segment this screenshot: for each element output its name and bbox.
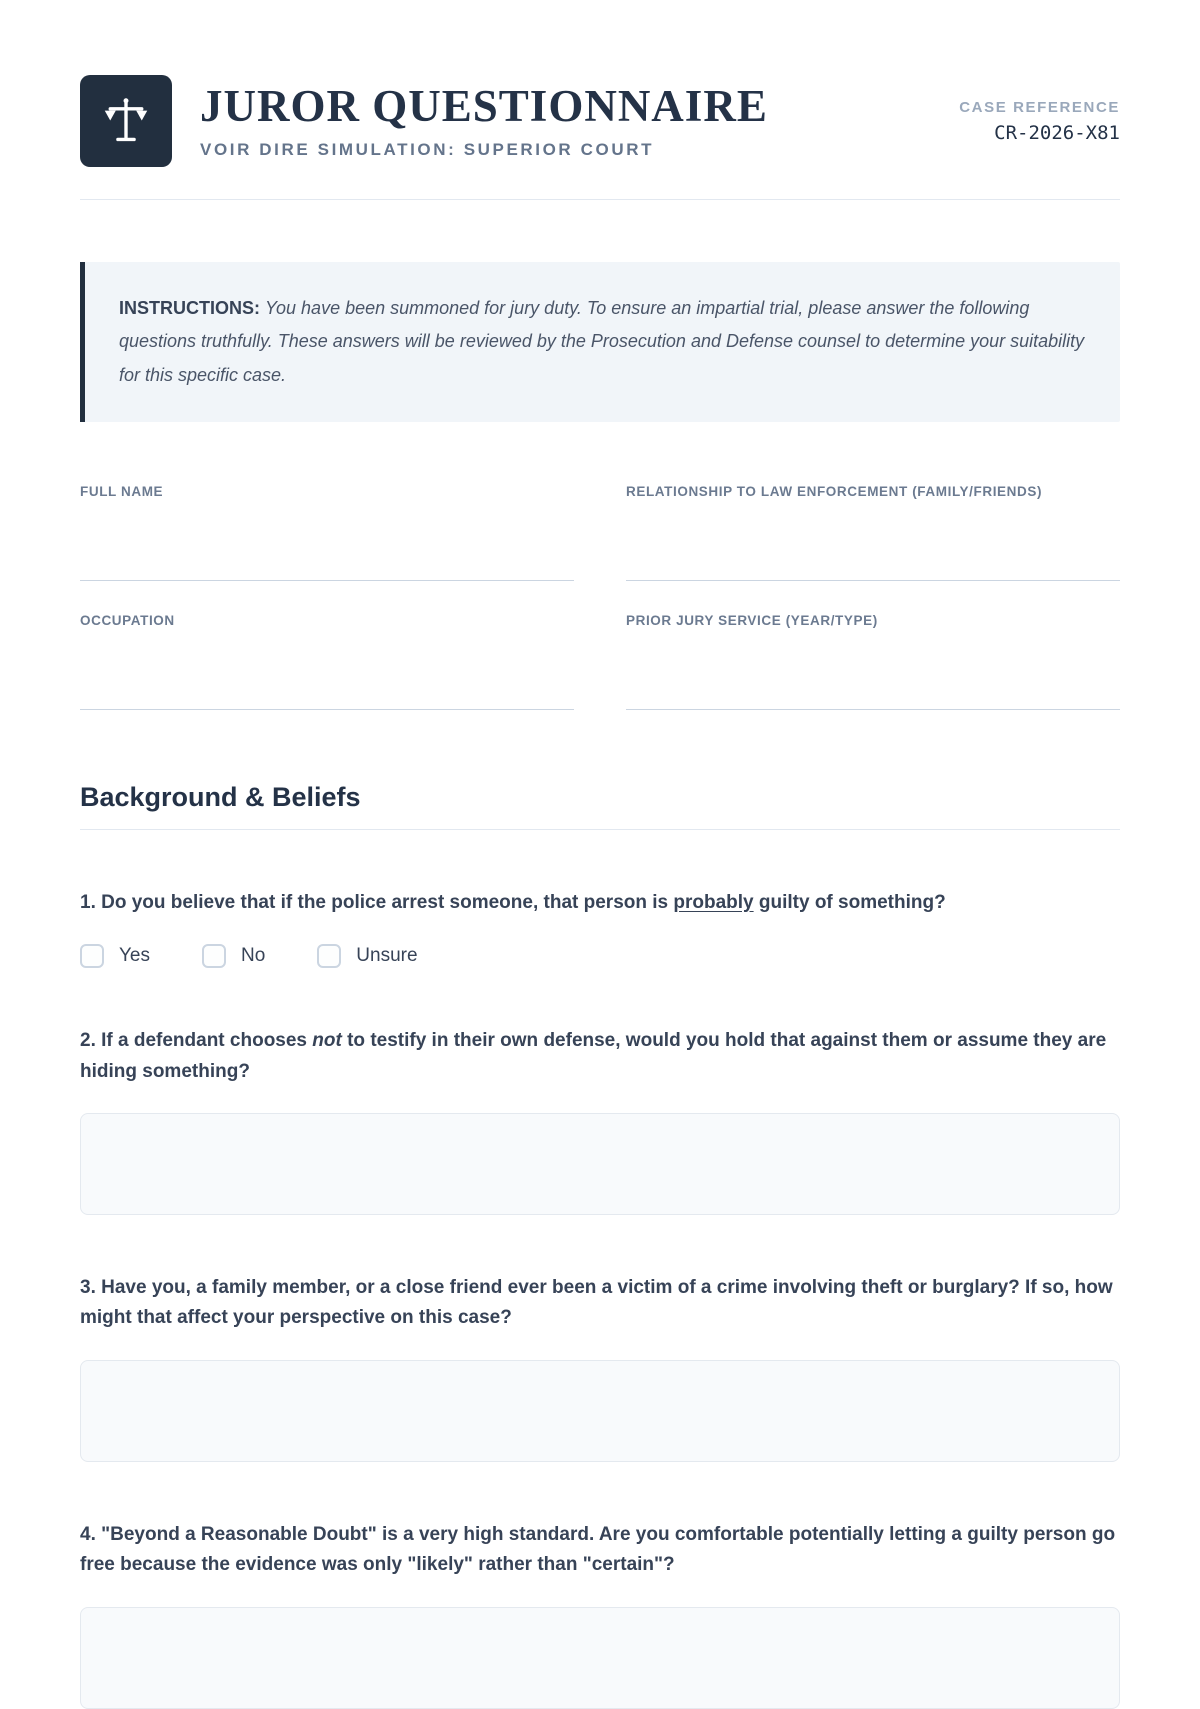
question-1	[80, 888, 1120, 968]
question-2-text-suffix: to testify in their own defense, would you hold that against them or assume they are hiding something?	[80, 1030, 1107, 1082]
question-4-answer-box[interactable]	[80, 1607, 1120, 1709]
occupation-input[interactable]	[80, 680, 574, 710]
option-no[interactable]	[202, 944, 265, 968]
question-2	[80, 1026, 1120, 1215]
scales-of-justice-logo	[80, 75, 172, 167]
option-yes-label: Yes	[119, 945, 150, 967]
question-3-answer-box[interactable]	[80, 1360, 1120, 1462]
instructions-box	[80, 262, 1120, 422]
question-2-text	[80, 1026, 1120, 1087]
question-1-text-prefix: 1. Do you believe that if the police arrest someone, that person is	[80, 891, 674, 913]
occupation-label: OCCUPATION	[80, 612, 175, 628]
checkbox-unsure[interactable]	[317, 944, 341, 968]
full-name-input[interactable]	[80, 551, 574, 581]
case-reference-value: CR-2026-X81	[994, 121, 1120, 144]
page-subtitle: VOIR DIRE SIMULATION: SUPERIOR COURT	[200, 139, 655, 159]
case-reference	[959, 99, 1120, 144]
relationship-law-enforcement-input[interactable]	[626, 551, 1120, 581]
question-1-options	[80, 944, 1120, 968]
question-4-text: 4. "Beyond a Reasonable Doubt" is a very high standard. Are you comfortable potentially letting a guilty person go free because the evidence was only "likely" rather than "certain"?	[80, 1523, 1116, 1576]
full-name-label: FULL NAME	[80, 483, 164, 499]
question-1-text-underlined: probably	[673, 891, 754, 913]
case-reference-label: CASE REFERENCE	[959, 98, 1120, 116]
question-1-text	[80, 888, 1120, 918]
relationship-law-enforcement-label: RELATIONSHIP TO LAW ENFORCEMENT (FAMILY/FRIENDS)	[626, 483, 1043, 499]
option-unsure[interactable]	[317, 944, 417, 968]
instructions-label: INSTRUCTIONS:	[119, 298, 260, 318]
field-relationship-law-enforcement	[626, 484, 1120, 581]
title-block	[200, 82, 768, 160]
question-1-text-suffix: guilty of something?	[753, 891, 946, 913]
question-4	[80, 1520, 1120, 1709]
option-no-label: No	[241, 945, 266, 967]
checkbox-yes[interactable]	[80, 944, 104, 968]
prior-jury-service-label: PRIOR JURY SERVICE (YEAR/TYPE)	[626, 612, 878, 628]
instructions-text: You have been summoned for jury duty. To ensure an impartial trial, please answer the following questions truthfully. These answers will be reviewed by the Prosecution and Defense counsel to determine your suitability for this specific case.	[119, 298, 1085, 385]
question-2-answer-box[interactable]	[80, 1113, 1120, 1215]
question-2-text-italic: not	[312, 1030, 342, 1052]
question-3	[80, 1273, 1120, 1462]
field-full-name	[80, 484, 574, 581]
prior-jury-service-input[interactable]	[626, 680, 1120, 710]
section-title-background-beliefs: Background & Beliefs	[80, 782, 1120, 830]
question-3-text: 3. Have you, a family member, or a close friend ever been a victim of a crime involving theft or burglary? If so, how might that affect your perspective on this case?	[80, 1277, 1113, 1329]
personal-info-fields	[80, 484, 1120, 710]
field-prior-jury-service	[626, 613, 1120, 710]
instructions-paragraph	[119, 292, 1086, 392]
field-occupation	[80, 613, 574, 710]
header-left	[80, 75, 768, 167]
scales-of-justice-icon	[99, 94, 153, 148]
header-divider	[80, 199, 1120, 200]
header	[80, 75, 1120, 167]
checkbox-no[interactable]	[202, 944, 226, 968]
question-2-text-prefix: 2. If a defendant chooses	[80, 1030, 313, 1052]
page-title: JUROR QUESTIONNAIRE	[200, 81, 768, 132]
option-unsure-label: Unsure	[356, 945, 418, 967]
option-yes[interactable]	[80, 944, 150, 968]
